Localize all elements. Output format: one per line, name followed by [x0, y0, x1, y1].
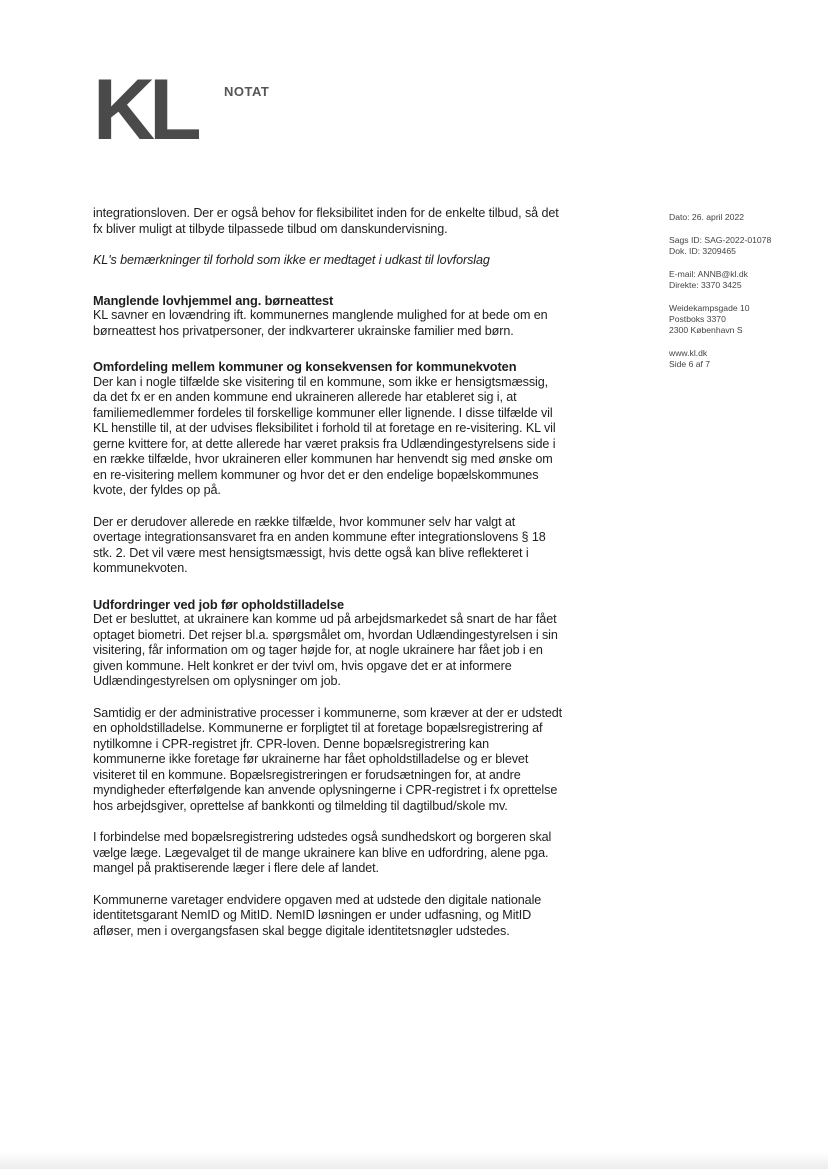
direct-phone: Direkte: 3370 3425 [669, 280, 742, 290]
document-body [93, 206, 563, 959]
remarks-heading: KL's bemærkninger til forhold som ikke er medtaget i udkast til lovforslag [93, 253, 490, 267]
paragraph: I forbindelse med bopælsregistrering udstedes også sundhedskort og borgeren skal vælge læge. Lægevalget til de mange ukrainere kan blive en udfordring, alene pga. mangel på praktiserende læger i flere dele af landet. [93, 830, 552, 875]
document-type-label: NOTAT [224, 84, 270, 99]
case-id: Sags ID: SAG-2022-01078 [669, 235, 772, 245]
address-line: 2300 København S [669, 325, 743, 335]
section-heading: Manglende lovhjemmel ang. børneattest [93, 292, 334, 308]
section-boerneattest [93, 293, 563, 340]
paragraph: Det er besluttet, at ukrainere kan komme ud på arbejdsmarkedet så snart de har fået optaget biometri. Det rejser bl.a. spørgsmålet om, hvordan Udlændingestyrelsen i sin visitering, får information om og tager højde for, at nogle ukrainere har fået job i en given kommune. Helt konkret er der tvivl om, hvis opgave det er at informere Udlændingestyrelsen om oplysninger om job. [93, 612, 558, 688]
paragraph: Samtidig er der administrative processer i kommunerne, som kræver at der er udstedt en opholdstilladelse. Kommunerne er forpligtet til at foretage bopælsregistrering af nytilkomne i CPR-registret jfr. CPR-loven. Denne bopælsregistrering kan kommunerne ikke foretage før ukrainerne har fået opholdstilladelse og er blevet visiteret til en kommune. Bopælsregistreringen er forudsætningen for, at andre myndigheder efterfølgende kan anvende oplysningerne i CPR-registret i fx oprettelse hos arbejdsgiver, oprettelse af bankkonti og tilmelding til dagtilbud/skole mv. [93, 705, 563, 813]
section-heading: Udfordringer ved job før opholdstilladelse [93, 596, 345, 612]
section-heading: Omfordeling mellem kommuner og konsekvensen for kommunekvoten [93, 359, 517, 374]
section-omfordeling [93, 359, 563, 577]
email: E-mail: ANNB@kl.dk [669, 269, 748, 279]
scan-edge [0, 1152, 828, 1169]
paragraph: KL savner en lovændring ift. kommunernes manglende mulighed for at bede om en børneattest hos privatpersoner, der indkvarterer ukrainske familier med børn. [93, 308, 548, 338]
page-number: Side 6 af 7 [669, 359, 711, 369]
date-label: Dato: 26. april 2022 [669, 212, 745, 222]
document-metadata [669, 212, 799, 382]
paragraph: Der kan i nogle tilfælde ske visitering til en kommune, som ikke er hensigtsmæssig, da det fx er en anden kommune end ukraineren allerede har etableret sig i, at familiemedlemmer fordeles til forskellige kommuner eller lignende. I disse tilfælde vil KL henstille til, at der udvises fleksibilitet i forhold til at foretage en re-visitering. KL vil gerne kvittere for, at dette allerede har været praksis fra Udlændingestyrelsens side i en række tilfælde, hvor ukraineren eller kommunen har henvendt sig med ønske om en re-visitering mellem kommuner og hvor det er den endelige bopælskommunes kvote, der fyldes op på. [93, 374, 556, 497]
paragraph: Kommunerne varetager endvidere opgaven med at udstede den digitale nationale identitetsgarant NemID og MitID. NemID løsningen er under udfasning, og MitID afløser, men i overgangsfasen skal begge digitale identitetsnøgler udstedes. [93, 892, 542, 938]
address-line: Postboks 3370 [669, 314, 726, 324]
address-line: Weidekampsgade 10 [669, 303, 750, 313]
website: www.kl.dk [669, 348, 708, 358]
paragraph: Der er derudover allerede en række tilfælde, hvor kommuner selv har valgt at overtage integrationsansvaret fra en anden kommune efter integrationslovens § 18 stk. 2. Det vil være mest hensigtsmæssigt, hvis dette også kan blive reflekteret i kommunekvoten. [93, 514, 546, 575]
kl-logo: KL [93, 62, 196, 158]
section-job [93, 597, 563, 940]
document-id: Dok. ID: 3209465 [669, 246, 736, 256]
intro-paragraph: integrationsloven. Der er også behov for fleksibilitet inden for de enkelte tilbud, så det fx bliver muligt at tilbyde tilpassede tilbud om danskundervisning. [93, 206, 559, 236]
